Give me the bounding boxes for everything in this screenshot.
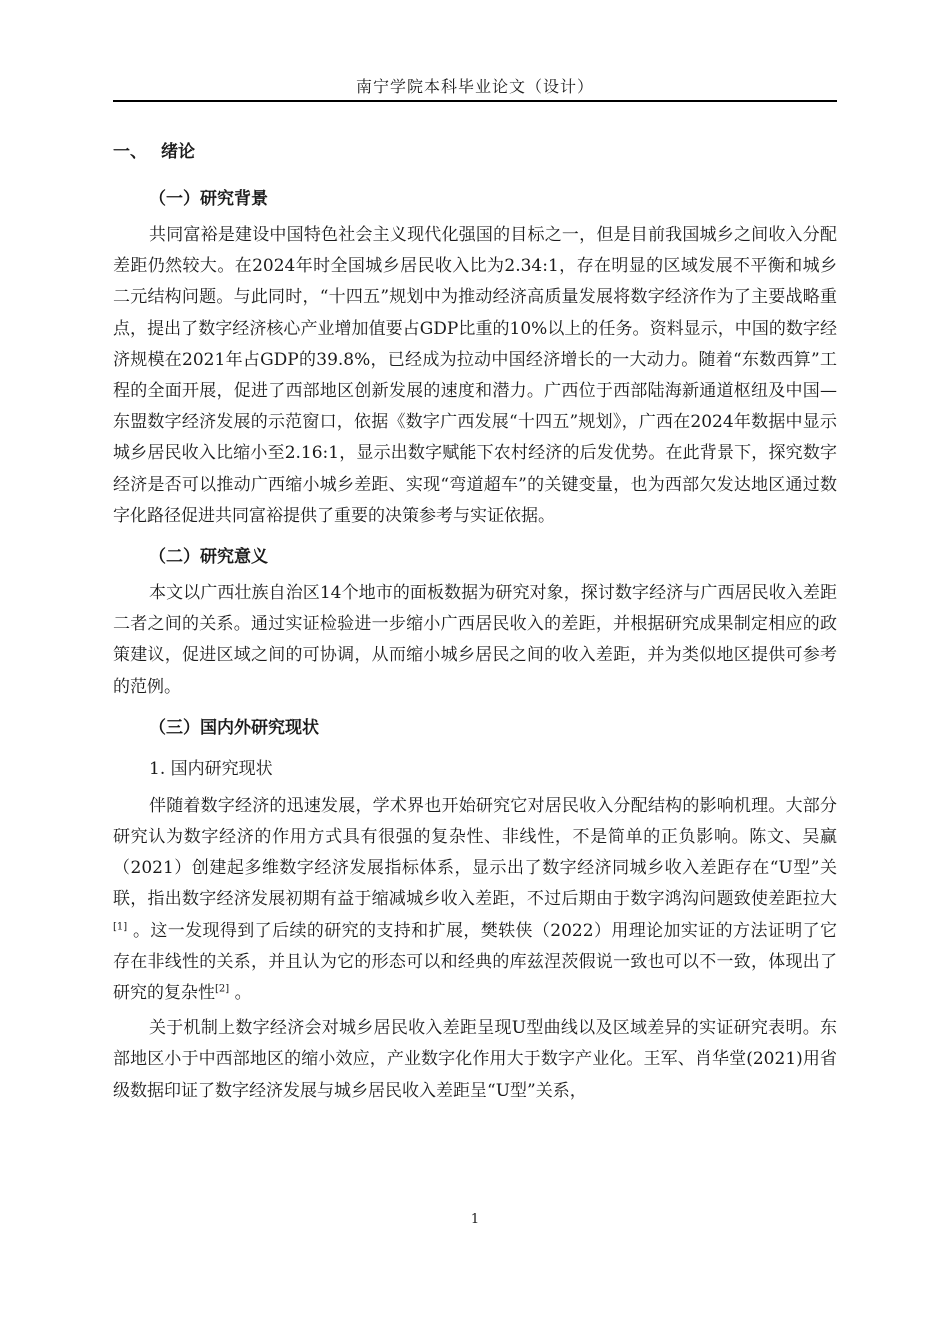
- page-header: 南宁学院本科毕业论文（设计）: [355, 77, 594, 96]
- citation-ref-1[interactable]: [1]: [113, 921, 128, 932]
- paragraph-background: 共同富裕是建设中国特色社会主义现代化强国的目标之一，但是目前我国城乡之间收入分配差距仍然较大。在2024年时全国城乡居民收入比为2.34:1，存在明显的区域发展不平衡和城乡二元结构问题。与此同时，“十四五”规划中为推动经济高质量发展将数字经济作为了主要战略重点，提出了数字经济核心产业增加值要占GDP比重的10%以上的任务。资料显示，中国的数字经济规模在2021年占GDP的39.8%，已经成为拉动中国经济增长的一大动力。随着“东数西算”工程的全面开展，促进了西部地区创新发展的速度和潜力。广西位于西部陆海新通道枢纽及中国—东盟数字经济发展的示范窗口，依据《数字广西发展“十四五”规划》，广西在2024年数据中显示城乡居民收入比缩小至2.16:1，显示出数字赋能下农村经济的后发优势。在此背景下，探究数字经济是否可以推动广西缩小城乡差距、实现“弯道超车”的关键变量，也为西部欠发达地区通过数字化路径促进共同富裕提供了重要的决策参考与实证依据。: [113, 225, 837, 526]
- text-run: 。: [229, 983, 252, 1004]
- text-run: 。这一发现得到了后续的研究的支持和扩展，樊轶侠（2022）用理论加实证的方法证明了它存在非线性的关系，并且认为它的形态可以和经典的库兹涅茨假说一致也可以不一致，体现出了研究的复杂性: [113, 920, 837, 1004]
- section-heading-status: （三）国内外研究现状: [149, 717, 319, 738]
- chapter-heading: [113, 138, 837, 166]
- page-content: [113, 138, 837, 1107]
- paragraph-domestic-2: 关于机制上数字经济会对城乡居民收入差距呈现U型曲线以及区域差异的实证研究表明。东部地区小于中西部地区的缩小效应，产业数字化作用大于数字产业化。王军、肖华堂(2021)用省级数据印证了数字经济发展与城乡居民收入差距呈“U型”关系，: [113, 1018, 837, 1101]
- section-heading-background: （一）研究背景: [149, 189, 268, 209]
- chapter-number: 一、: [113, 142, 147, 162]
- paragraph-domestic-1: [113, 791, 837, 1009]
- section-heading-significance: （二）研究意义: [149, 547, 268, 568]
- text-run: 伴随着数字经济的迅速发展，学术界也开始研究它对居民收入分配结构的影响机理。大部分研究认为数字经济的作用方式具有很强的复杂性、非线性，不是简单的正负影响。陈文、吴赢（2021）创建起多维数字经济发展指标体系，显示出了数字经济同城乡收入差距存在“U型”关联，指出数字经济发展初期有益于缩减城乡收入差距，不过后期由于数字鸿沟问题致使差距拉大: [113, 795, 837, 910]
- header-rule: [113, 100, 837, 102]
- chapter-title: 绪论: [161, 142, 195, 162]
- subsection-heading-domestic: 1. 国内研究现状: [149, 758, 273, 779]
- paragraph-significance: 本文以广西壮族自治区14个地市的面板数据为研究对象，探讨数字经济与广西居民收入差距二者之间的关系。通过实证检验进一步缩小广西居民收入的差距，并根据研究成果制定相应的政策建议，促进区域之间的可协调，从而缩小城乡居民之间的收入差距，并为类似地区提供可参考的范例。: [113, 583, 837, 697]
- page-number: 1: [470, 1212, 480, 1227]
- citation-ref-2[interactable]: [2]: [215, 983, 230, 995]
